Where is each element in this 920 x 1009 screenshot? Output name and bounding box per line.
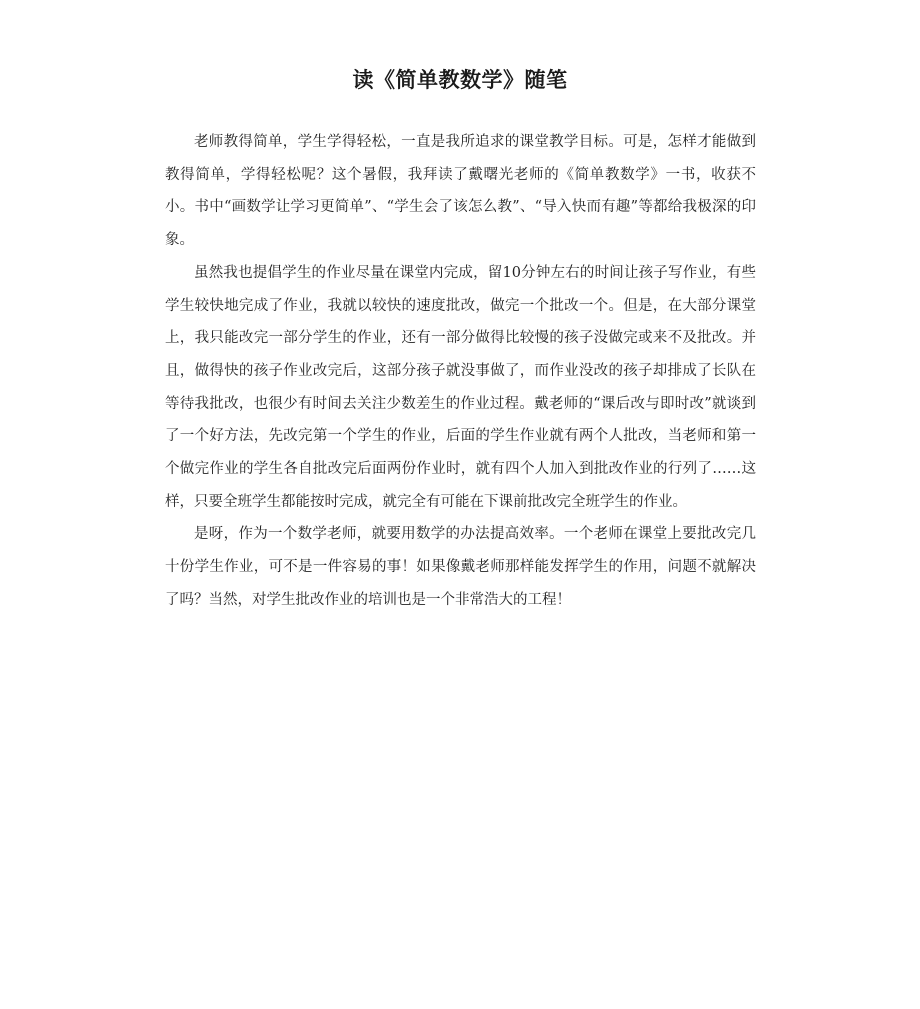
paragraph-2: 虽然我也提倡学生的作业尽量在课堂内完成，留10分钟左右的时间让孩子写作业，有些学生较快地完成了作业，我就以较快的速度批改，做完一个批改一个。但是，在大部分课堂上，我只能改完一部分学生的作业，还有一部分做得比较慢的孩子没做完或来不及批改。并且，做得快的孩子作业改完后，这部分孩子就没事做了，而作业没改的孩子却排成了长队在等待我批改，也很少有时间去关注少数差生的作业过程。戴老师的“课后改与即时改”就谈到了一个好方法，先改完第一个学生的作业，后面的学生作业就有两个人批改，当老师和第一个做完作业的学生各自批改完后面两份作业时，就有四个人加入到批改作业的行列了……这样，只要全班学生都能按时完成，就完全有可能在下课前批改完全班学生的作业。 — [165, 264, 756, 510]
paragraph-3: 是呀，作为一个数学老师，就要用数学的办法提高效率。一个老师在课堂上要批改完几十份学生作业，可不是一件容易的事！如果像戴老师那样能发挥学生的作用，问题不就解决了吗？当然，对学生批改作业的培训也是一个非常浩大的工程！ — [165, 526, 756, 608]
document-body — [165, 126, 756, 617]
paragraph-1: 老师教得简单，学生学得轻松，一直是我所追求的课堂教学目标。可是，怎样才能做到教得简单，学得轻松呢？这个暑假，我拜读了戴曙光老师的《简单教数学》一书，收获不小。书中“画数学让学习更简单”、“学生会了该怎么教”、“导入快而有趣”等都给我极深的印象。 — [165, 134, 756, 249]
document-title: 读《简单教数学》随笔 — [352, 68, 568, 92]
